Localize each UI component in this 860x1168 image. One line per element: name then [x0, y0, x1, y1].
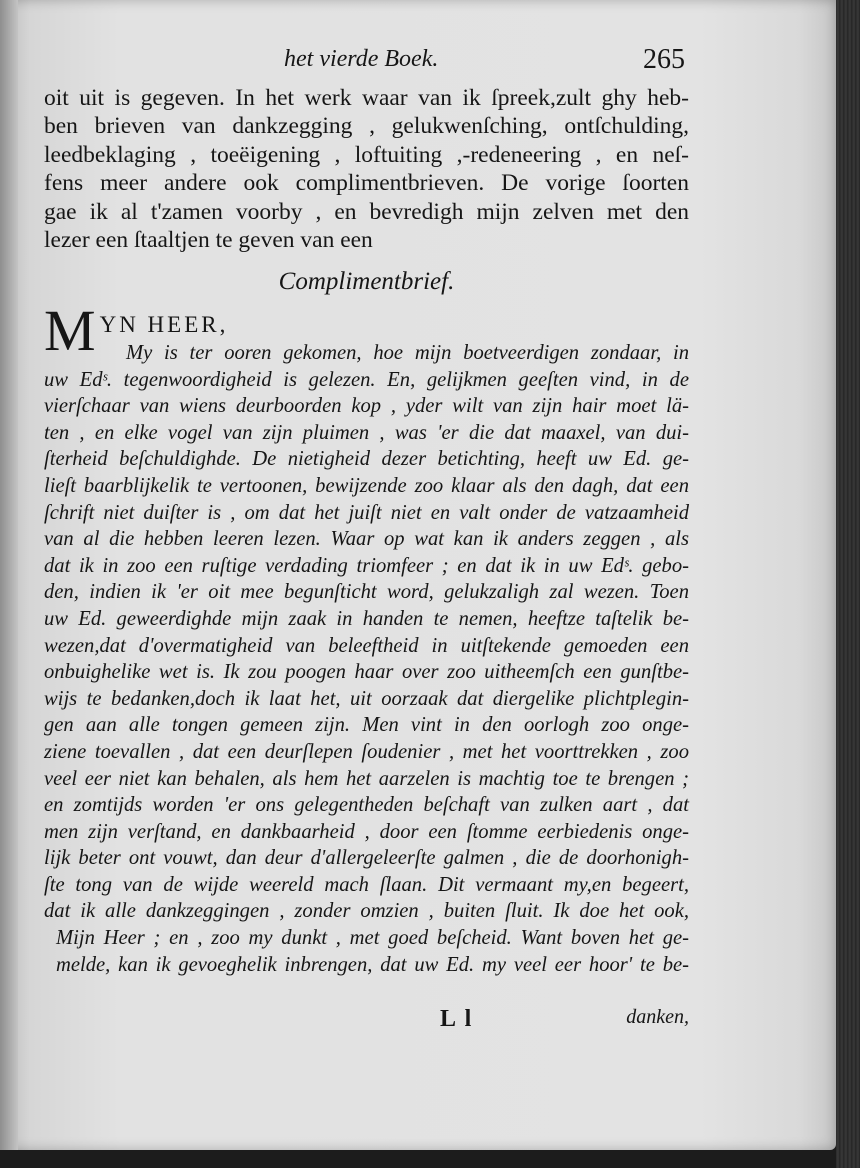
text-line: melde, kan ik gevoeghelik inbrengen, dat uw Ed. my veel eer hoor' te be-: [56, 953, 689, 976]
text-line: veel eer niet kan behalen, als hem het aarzelen is machtig toe te brengen ;: [44, 767, 689, 790]
section-heading: Complimentbrief.: [278, 268, 455, 295]
text-line: My is ter ooren gekomen, hoe mijn boetveerdigen zondaar, in: [126, 342, 689, 364]
text-line: den, indien ik 'er oit mee begunſticht word, gelukzaligh zal wezen. Toen: [44, 581, 689, 604]
text-line: wijs te bedanken,doch ik laat het, uit oorzaak dat diergelike plichtplegin-: [44, 687, 689, 710]
text-line: gae ik al t'zamen voorby , en bevredigh mijn zelven met den: [44, 198, 689, 225]
text-line: leedbeklaging , toeëigening , loftuiting ,-redeneering , en neſ-: [44, 141, 689, 168]
text-line: wezen,dat d'overmatigheid van beleeftheid in uitſtekende gemoeden een: [44, 634, 689, 657]
text-line: lijk beter ont vouwt, dan deur d'allergeleerſte galmen , die de doorhonigh-: [44, 847, 689, 870]
text-line: lezer een ſtaaltjen te geven van een: [44, 227, 373, 254]
signature-mark: L l: [440, 1006, 474, 1032]
text-line: uw Ed. geweerdighde mijn zaak in handen te nemen, heeftze taſtelik be-: [44, 607, 689, 630]
text-line: Mijn Heer ; en , zoo my dunkt , met goed beſcheid. Want boven het ge-: [56, 927, 689, 950]
text-line: dat ik in zoo een ruſtige verdading triomfeer ; en dat ik in uw Edˢ. gebo-: [44, 554, 689, 577]
salutation-text: YN HEER,: [99, 312, 229, 337]
text-line: onbuighelike wet is. Ik zou poogen haar over zoo uitheemſch een gunſtbe-: [44, 661, 689, 684]
text-line: vierſchaar van wiens deurboorden kop , yder wilt van zijn hair moet lä-: [44, 395, 689, 418]
text-line: en zomtijds worden 'er ons gelegentheden beſchaft van zulken aart , dat: [44, 794, 689, 817]
text-line: ſchrift niet duiſter is , om dat het juiſt niet en valt onder de vatzaamheid: [44, 501, 689, 524]
text-line: van al die hebben leeren lezen. Waar op wat kan ik anders zeggen , als: [44, 528, 689, 551]
letter-body: [44, 340, 689, 978]
text-line: dat ik alle dankzeggingen , zonder omzien , buiten ſluit. Ik doe het ook,: [44, 900, 689, 923]
catchword: danken,: [626, 1006, 689, 1028]
text-line: ben brieven van dankzegging , gelukwenſching, ontſchulding,: [44, 113, 689, 140]
page-number: 265: [643, 44, 685, 75]
text-line: men zijn verſtand, en dankbaarheid , door een ſtomme eerbiedenis onge-: [44, 820, 689, 843]
text-line: lieſt baarblijkelik te vertoonen, bewijzende zoo klaar als den dagh, dat een: [44, 474, 689, 497]
page-edge: [836, 0, 860, 1168]
intro-paragraph: [44, 84, 689, 254]
text-line: ziene toevallen , dat een deurſlepen ſoudenier , met het voorttrekken , zoo: [44, 740, 689, 763]
text-line: uw Edˢ. tegenwoordigheid is gelezen. En, gelijkmen geeſten vind, in de: [44, 368, 689, 391]
text-line: ſte tong van de wijde weereld mach ſlaan. Dit vermaant my,en begeert,: [44, 873, 689, 896]
page-footer: [44, 1002, 689, 1042]
drop-cap: M: [44, 298, 96, 363]
page-gutter: [0, 0, 18, 1150]
running-head: het vierde Boek.: [284, 46, 439, 72]
text-line: ten , en elke vogel van zijn pluimen , was 'er die dat maaxel, van dui-: [44, 421, 689, 444]
text-line: oit uit is gegeven. In het werk waar van ik ſpreek,zult ghy heb-: [44, 85, 689, 111]
page-header: [44, 44, 689, 84]
text-line: fens meer andere ook complimentbrieven. De vorige ſoorten: [44, 170, 689, 197]
text-line: ſterheid beſchuldighde. De nietigheid dezer betichting, heeft uw Ed. ge-: [44, 448, 689, 471]
text-line: gen aan alle tongen gemeen zijn. Men vint in den oorlogh zoo onge-: [44, 714, 689, 737]
